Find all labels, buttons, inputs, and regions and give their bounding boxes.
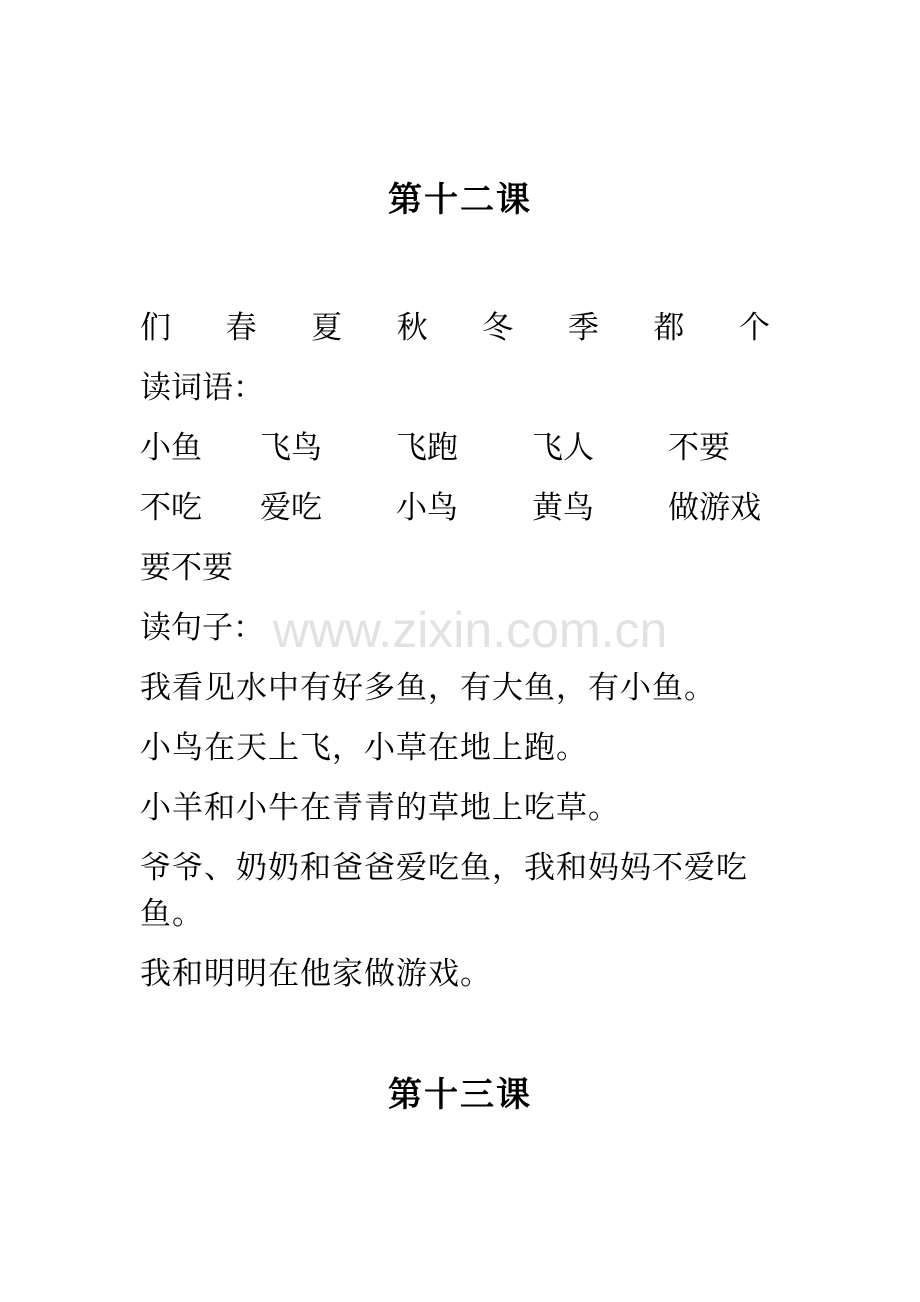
- lesson-12-title: 第十二课: [388, 180, 532, 220]
- words-row-1: [140, 418, 790, 478]
- word: 爱吃: [260, 490, 322, 526]
- word: 小鸟: [396, 490, 458, 526]
- words-row-2: [140, 478, 790, 538]
- character: 春: [225, 310, 257, 346]
- sentence: 小鸟在天上飞，小草在地上跑。: [140, 730, 588, 766]
- character: 都: [653, 310, 685, 346]
- word: 要不要: [140, 550, 233, 586]
- lesson-13-title: 第十三课: [388, 1075, 532, 1115]
- sentence: 小羊和小牛在青青的草地上吃草。: [140, 790, 620, 826]
- character: 个: [738, 310, 770, 346]
- character: 夏: [311, 310, 343, 346]
- sentence: 我和明明在他家做游戏。: [140, 956, 492, 992]
- new-characters-row: [140, 298, 770, 358]
- word: 飞人: [532, 430, 594, 466]
- read-sentences-label: 读句子：: [140, 610, 264, 646]
- character: 季: [567, 310, 599, 346]
- word: 黄鸟: [532, 490, 594, 526]
- character: 冬: [482, 310, 514, 346]
- words-row-3: [140, 538, 790, 598]
- word: 不要: [668, 430, 730, 466]
- sentence: 我看见水中有好多鱼，有大鱼，有小鱼。: [140, 670, 716, 706]
- watermark: www.zixin.com.cn: [272, 602, 668, 658]
- word: 飞鸟: [260, 430, 322, 466]
- word: 不吃: [140, 490, 202, 526]
- character: 们: [140, 310, 171, 346]
- word: 飞跑: [396, 430, 458, 466]
- word: 做游戏: [668, 490, 761, 526]
- read-words-label: 读词语：: [140, 370, 264, 406]
- word: 小鱼: [140, 430, 202, 466]
- sentence: 爷爷、奶奶和爸爸爱吃鱼，我和妈妈不爱吃鱼。: [140, 850, 748, 932]
- character: 秋: [396, 310, 428, 346]
- lesson-12-content: [140, 298, 790, 1004]
